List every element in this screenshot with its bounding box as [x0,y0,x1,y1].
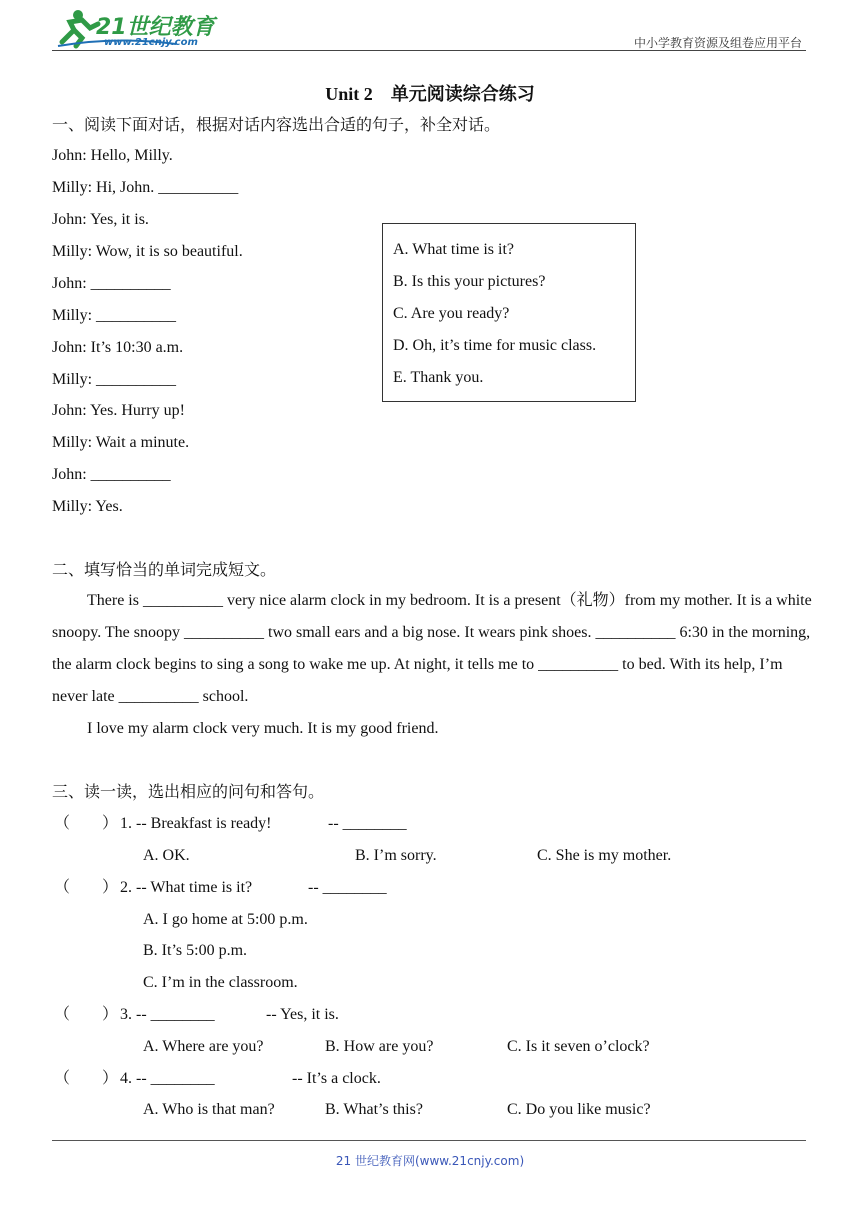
option-item: D. Oh, it’s time for music class. [393,337,597,354]
option-item: C. Are you ready? [393,305,510,322]
choice-a: A. Where are you? [143,1038,264,1055]
dialogue-line: John: Hello, Milly. [52,147,173,164]
choice-b: B. I’m sorry. [355,847,437,864]
logo-url: www.21cnjy.com [104,37,198,48]
choice-c: C. Do you like music? [507,1101,651,1118]
dialogue-line: Milly: Hi, John. __________ [52,179,239,196]
header-platform-text: 中小学教育资源及组卷应用平台 [633,36,802,50]
answer-bracket: （ ） [54,879,119,896]
page-title: Unit 2 单元阅读综合练习 [325,84,535,104]
section1-heading: 一、阅读下面对话，根据对话内容选出合适的句子，补全对话。 [52,115,501,134]
dialogue-line: John: It’s 10:30 a.m. [52,339,184,356]
option-item: B. Is this your pictures? [393,273,546,290]
dialogue-line: Milly: __________ [52,371,177,388]
dialogue-line: John: Yes. Hurry up! [52,402,185,419]
question-stem: 3. -- ________ [120,1006,215,1023]
dialogue-line: Milly: __________ [52,307,177,324]
answer-bracket: （ ） [54,1006,119,1023]
logo-text: 21世纪教育 [96,15,215,40]
answer-bracket: （ ） [54,1070,119,1087]
question-reply: -- Yes, it is. [266,1006,339,1023]
dialogue-line: Milly: Wow, it is so beautiful. [52,243,243,260]
option-item: E. Thank you. [393,369,484,386]
question-reply: -- ________ [308,879,387,896]
choice-b: B. How are you? [325,1038,434,1055]
passage-paragraph: There is __________ very nice alarm clock in my bedroom. It is a present（礼物）from my mother. It is a white snoopy. The snoopy __________ two small ears and a big nose. It wears pink shoes. __________ 6:30 in the morning, the alarm clock begins to sing a song to wake me up. At night, it tells me to __________ to bed. With its help, I’m never late __________ school. [52,592,812,705]
section3-heading: 三、读一读，选出相应的问句和答句。 [52,782,325,801]
choice-c: C. I’m in the classroom. [143,974,298,991]
choice-a: A. Who is that man? [143,1101,275,1118]
choice-c: C. She is my mother. [537,847,672,864]
section2-heading: 二、填写恰当的单词完成短文。 [52,560,277,579]
passage-paragraph: I love my alarm clock very much. It is my good friend. [87,720,439,737]
dialogue-line: John: __________ [52,275,171,292]
dialogue-line: Milly: Yes. [52,498,123,515]
question-stem: 4. -- ________ [120,1070,215,1087]
answer-bracket: （ ） [54,815,119,832]
question-stem: 2. -- What time is it? [120,879,253,896]
footer-divider [52,1140,806,1141]
header-divider [52,50,806,51]
option-item: A. What time is it? [393,241,515,258]
choice-a: A. I go home at 5:00 p.m. [143,911,308,928]
choice-b: B. What’s this? [325,1101,423,1118]
question-reply: -- It’s a clock. [292,1070,381,1087]
choice-b: B. It’s 5:00 p.m. [143,942,248,959]
dialogue-line: John: Yes, it is. [52,211,149,228]
choice-a: A. OK. [143,847,190,864]
dialogue-line: Milly: Wait a minute. [52,434,190,451]
question-stem: 1. -- Breakfast is ready! [120,815,272,832]
footer-text: 21 世纪教育网(www.21cnjy.com) [335,1154,525,1168]
choice-c: C. Is it seven o’clock? [507,1038,650,1055]
dialogue-line: John: __________ [52,466,171,483]
question-reply: -- ________ [328,815,407,832]
